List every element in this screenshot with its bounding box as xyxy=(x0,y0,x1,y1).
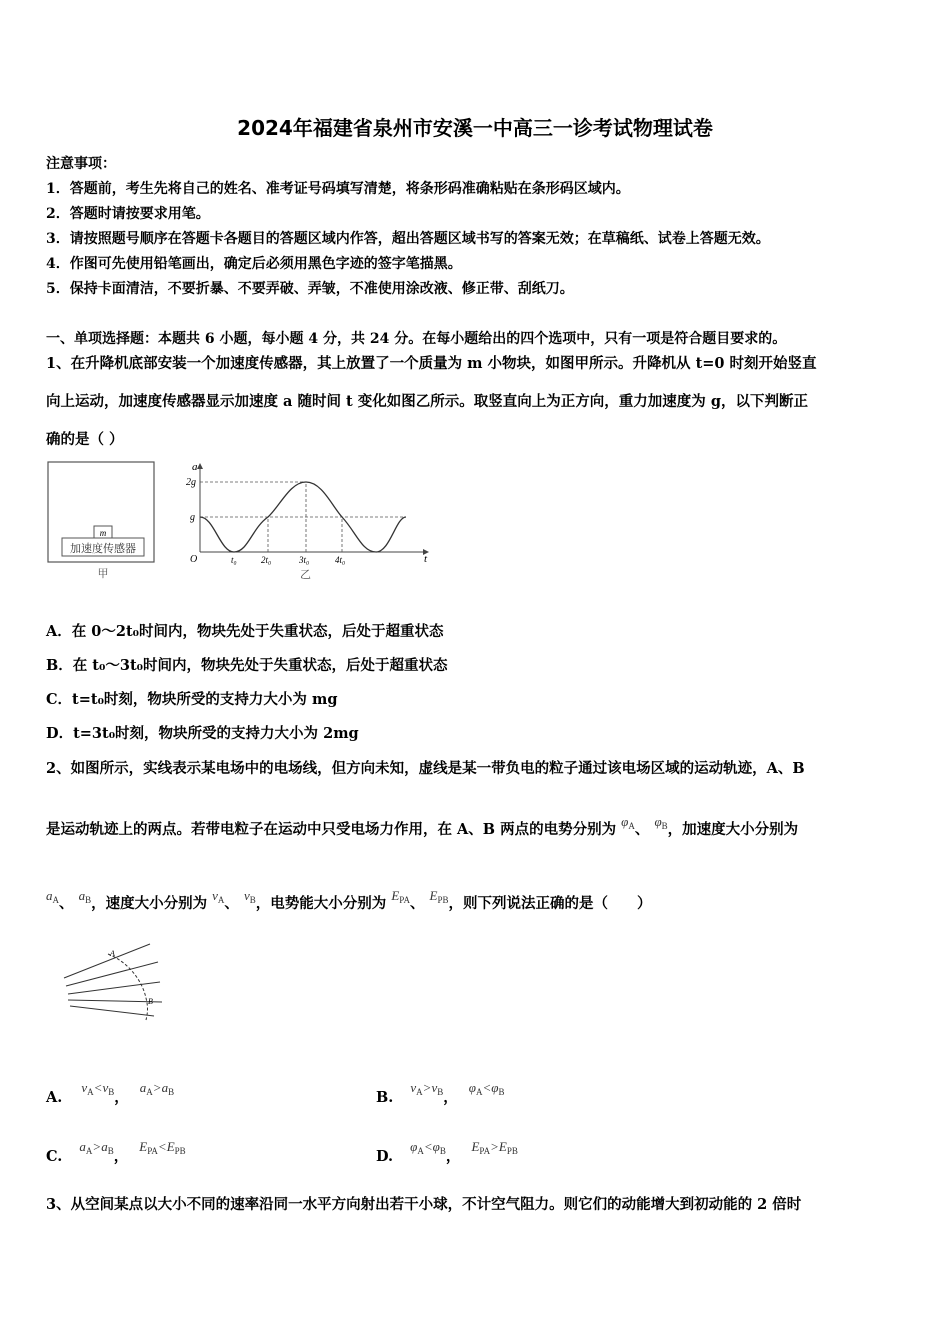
origin-label: O xyxy=(190,554,198,565)
option-c-expr: $a_A>a_B$ xyxy=(79,1139,114,1156)
q2-text: ，则下列说法正确的是（ ） xyxy=(448,895,652,912)
page-title: 2024年福建省泉州市安溪一中高三一诊考试物理试卷 xyxy=(237,116,713,140)
q2-text: 是运动轨迹上的两点。若带电粒子在运动中只受电场力作用，在 A、B 两点的电势分别为 xyxy=(46,821,617,838)
section-heading: 一、单项选择题：本题共 6 小题，每小题 4 分，共 24 分。在每小题给出的四个选项中，只有一项是符合题目要求的。 xyxy=(46,331,787,347)
q2-separator: 、 xyxy=(409,895,425,912)
q1-option-d[interactable]: D．t=3t₀时刻，物块所受的支持力大小为 2mg xyxy=(46,725,359,742)
q2-separator: 、 xyxy=(59,895,74,912)
mass-label: m xyxy=(99,528,107,538)
field-line-figure xyxy=(58,940,170,1022)
option-letter: B. xyxy=(376,1089,394,1106)
option-b-expr: $v_A>v_B$ xyxy=(410,1080,444,1097)
notice-heading: 注意事项： xyxy=(46,156,116,172)
q1-option-c[interactable]: C．t=t₀时刻，物块所受的支持力大小为 mg xyxy=(46,691,338,708)
q2-option-b[interactable]: B. $v_A>v_B$， $\varphi_A<\varphi_B$ xyxy=(376,1080,505,1106)
figure-yi-caption: 乙 xyxy=(300,569,311,581)
q2-stem-line-3 xyxy=(46,888,652,913)
notice-item: 3．请按照题号顺序在答题卡各题目的答题区域内作答，超出答题区域书写的答案无效；在草稿纸、试卷上答题无效。 xyxy=(46,231,770,247)
q2-separator: 、 xyxy=(224,895,239,912)
energy-b: $E_{PB}$ xyxy=(429,888,449,905)
field-line xyxy=(68,982,160,994)
option-letter: A. xyxy=(46,1089,63,1106)
notice-item: 4．作图可先使用铅笔画出，确定后必须用黑色字迹的签字笔描黑。 xyxy=(46,256,462,272)
point-b-label: B xyxy=(148,997,153,1006)
accel-a: $a_A$ xyxy=(46,888,59,905)
field-line xyxy=(70,1006,154,1016)
phi-a: $\varphi_A$ xyxy=(621,814,635,831)
q2-text: ，电势能大小分别为 xyxy=(255,895,387,912)
option-b-expr-2: $\varphi_A<\varphi_B$ xyxy=(468,1080,505,1097)
option-letter: D. xyxy=(376,1148,394,1165)
q1-option-b[interactable]: B．在 t₀～3t₀时间内，物块先处于失重状态，后处于超重状态 xyxy=(46,657,448,674)
vel-b: $v_B$ xyxy=(243,888,256,905)
x-tick-2t0: 2t₀ xyxy=(261,555,272,565)
q2-text: ，速度大小分别为 xyxy=(91,895,208,912)
q2-text: ，加速度大小分别为 xyxy=(667,821,799,838)
x-tick-4t0: 4t₀ xyxy=(335,555,346,565)
q1-stem-line: 向上运动，加速度传感器显示加速度 a 随时间 t 变化如图乙所示。取竖直向上为正方向，重力加速度为 g，以下判断正 xyxy=(46,393,808,410)
x-tick-t0: t₀ xyxy=(231,555,237,565)
point-a-label: A xyxy=(110,949,115,958)
option-d-expr: $\varphi_A<\varphi_B$ xyxy=(410,1139,446,1156)
energy-a: $E_{PA}$ xyxy=(391,888,410,905)
figure-jia-caption: 甲 xyxy=(97,568,109,580)
field-line xyxy=(66,962,158,986)
q2-option-c[interactable]: C. $a_A>a_B$， $E_{PA}<E_{PB}$ xyxy=(46,1139,186,1165)
q1-stem-line: 1、在升降机底部安装一个加速度传感器，其上放置了一个质量为 m 小物块，如图甲所示。升降机从 t=0 时刻开始竖直 xyxy=(46,355,817,372)
option-letter: C. xyxy=(46,1148,63,1165)
x-axis-label: t xyxy=(424,553,428,565)
figure-jia xyxy=(44,458,164,583)
notice-item: 2．答题时请按要求用笔。 xyxy=(46,206,210,222)
q2-separator: 、 xyxy=(634,821,650,838)
option-a-expr-2: $a_A>a_B$ xyxy=(139,1080,175,1097)
q1-stem-line: 确的是（ ） xyxy=(46,431,124,448)
q3-stem-line: 3、从空间某点以大小不同的速率沿同一水平方向射出若干小球，不计空气阻力。则它们的动能增大到初动能的 2 倍时 xyxy=(46,1196,802,1213)
x-tick-3t0: 3t₀ xyxy=(299,555,310,565)
option-a-expr: $v_A<v_B$ xyxy=(81,1080,115,1097)
q2-stem-line: 2、如图所示，实线表示某电场中的电场线，但方向未知，虚线是某一带负电的粒子通过该电场区域的运动轨迹，A、B xyxy=(46,760,805,777)
phi-b: $\varphi_B$ xyxy=(654,814,668,831)
sensor-label: 加速度传感器 xyxy=(70,543,136,555)
q2-option-a[interactable]: A. $v_A<v_B$， $a_A>a_B$ xyxy=(46,1080,175,1106)
q1-option-a[interactable]: A．在 0～2t₀时间内，物块先处于失重状态，后处于超重状态 xyxy=(46,623,444,640)
vel-a: $v_A$ xyxy=(212,888,225,905)
y-tick-2g: 2g xyxy=(186,477,196,488)
notice-item: 5．保持卡面清洁，不要折暴、不要弄破、弄皱，不准使用涂改液、修正带、刮纸刀。 xyxy=(46,281,574,297)
q2-stem-line-2 xyxy=(46,814,799,839)
q2-option-d[interactable]: D. $\varphi_A<\varphi_B$， $E_{PA}>E_{PB}$ xyxy=(376,1139,518,1165)
option-c-expr-2: $E_{PA}<E_{PB}$ xyxy=(139,1139,186,1156)
accel-b: $a_B$ xyxy=(78,888,92,905)
y-tick-g: g xyxy=(190,512,195,523)
option-d-expr-2: $E_{PA}>E_{PB}$ xyxy=(471,1139,518,1156)
trajectory-dashed xyxy=(108,954,148,1020)
field-line xyxy=(64,944,150,978)
figure-yi xyxy=(186,456,436,583)
notice-item: 1．答题前，考生先将自己的姓名、准考证号码填写清楚，将条形码准确粘贴在条形码区域内。 xyxy=(46,181,630,197)
y-axis-label: a xyxy=(192,461,198,473)
